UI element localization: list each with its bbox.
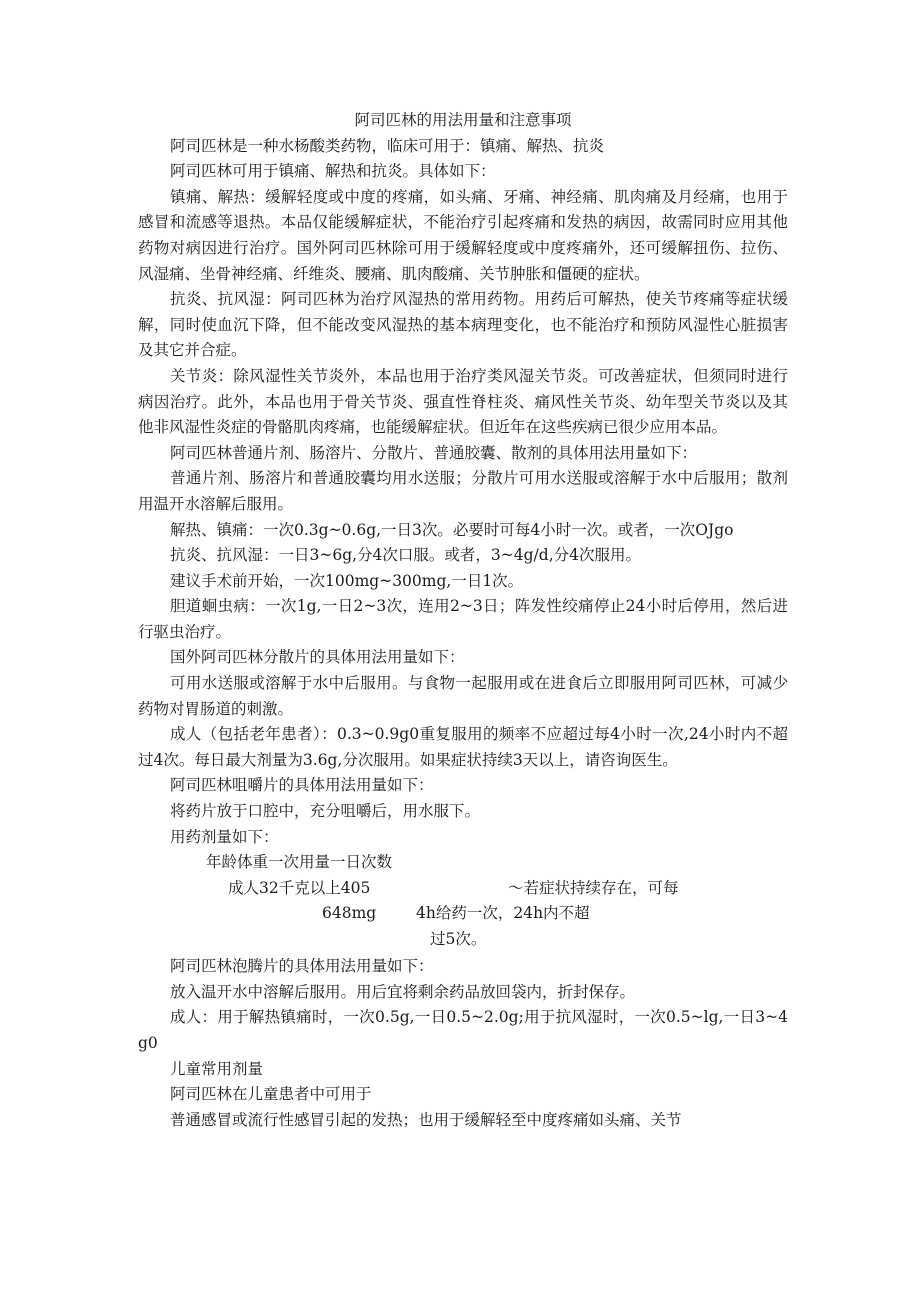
paragraph: 阿司匹林是一种水杨酸类药物，临床可用于：镇痛、解热、抗炎 — [170, 136, 605, 155]
paragraph: 阿司匹林泡腾片的具体用法用量如下： — [170, 957, 434, 976]
paragraph: 普通感冒或流行性感冒引起的发热；也用于缓解轻至中度疼痛如头痛、关节 — [170, 1110, 682, 1129]
paragraph-antirheumatic: 抗炎、抗风湿：阿司匹林为治疗风湿热的常用药物。用药后可解热，使关节疼痛等症状缓解，同时使血沉下降，但不能改变风湿热的基本病理变化，也不能治疗和预防风湿性心脏损害及其它并合症。 — [138, 290, 788, 360]
paragraph: 阿司匹林普通片剂、肠溶片、分散片、普通胶囊、散剂的具体用法用量如下： — [170, 443, 698, 462]
paragraph: 解热、镇痛：一次0.3g~0.6g,一日3次。必要时可每4小时一次。或者，一次OJgo — [170, 520, 734, 539]
paragraph: 阿司匹林咀嚼片的具体用法用量如下： — [170, 776, 434, 795]
paragraph: 儿童常用剂量 — [170, 1059, 264, 1078]
document-title: 阿司匹林的用法用量和注意事项 — [354, 111, 572, 129]
paragraph: 胆道蛔虫病：一次1g,一日2~3次，连用2~3日；阵发性绞痛停止24小时后停用，然后进行驱虫治疗。 — [138, 597, 788, 641]
dose-table-cell: 过5次。 — [430, 930, 487, 949]
paragraph-arthritis: 关节炎：除风湿性关节炎外，本品也用于治疗类风湿关节炎。可改善症状，但须同时进行病因治疗。此外，本品也用于骨关节炎、强直性脊柱炎、痛风性关节炎、幼年型关节炎以及其他非风湿性炎症的骨骼肌肉疼痛，也能缓解症状。但近年在这些疾病已很少应用本品。 — [138, 366, 788, 437]
paragraph: 将药片放于口腔中，充分咀嚼后，用水服下。 — [170, 802, 481, 821]
document-page — [138, 108, 788, 1133]
paragraph: 国外阿司匹林分散片的具体用法用量如下： — [170, 648, 465, 667]
paragraph-analgesic: 镇痛、解热：缓解轻度或中度的疼痛，如头痛、牙痛、神经痛、肌肉痛及月经痛，也用于感冒和流感等退热。本品仅能缓解症状，不能治疗引起疼痛和发热的病因，故需同时应用其他药物对病因进行治疗。国外阿司匹林除可用于缓解轻度或中度疼痛外，还可缓解扭伤、拉伤、风湿痛、坐骨神经痛、纤维炎、腰痛、肌肉酸痛、关节肿胀和僵硬的症状。 — [138, 187, 788, 283]
paragraph: 可用水送服或溶解于水中后服用。与食物一起服用或在进食后立即服用阿司匹林，可减少药物对胃肠道的刺激。 — [138, 674, 788, 718]
paragraph: 成人（包括老年患者）：0.3~0.9g0重复服用的频率不应超过每4小时一次,24小时内不超过4次。每日最大剂量为3.6g,分次服用。如果症状持续3天以上，请咨询医生。 — [138, 725, 788, 769]
paragraph: 阿司匹林在儿童患者中可用于 — [170, 1085, 372, 1104]
dose-table-cell: ～若症状持续存在，可每 — [508, 879, 679, 898]
paragraph: 放入温开水中溶解后服用。用后宜将剩余药品放回袋内，折封保存。 — [170, 982, 636, 1001]
dose-table-cell: 成人32千克以上405 — [228, 879, 371, 898]
paragraph: 抗炎、抗风湿：一日3~6g,分4次口服。或者，3~4g/d,分4次服用。 — [170, 546, 641, 565]
paragraph: 建议手术前开始，一次100mg~300mg,一日1次。 — [170, 571, 524, 590]
paragraph: 用药剂量如下： — [170, 827, 279, 846]
dose-table-cell: 4h给药一次，24h内不超 — [416, 904, 590, 923]
dose-table-cell: 648mg — [322, 904, 377, 923]
dose-table — [138, 850, 788, 954]
paragraph: 普通片剂、肠溶片和普通胶囊均用水送服；分散片可用水送服或溶解于水中后服用；散剂用温开水溶解后服用。 — [138, 469, 788, 513]
paragraph: 阿司匹林可用于镇痛、解热和抗炎。具体如下： — [170, 162, 496, 181]
paragraph: 成人：用于解热镇痛时，一次0.5g,一日0.5~2.0g;用于抗风湿时，一次0.5~lg,一日3~4g0 — [138, 1008, 788, 1052]
dose-table-header: 年龄体重一次用量一日次数 — [206, 853, 393, 872]
